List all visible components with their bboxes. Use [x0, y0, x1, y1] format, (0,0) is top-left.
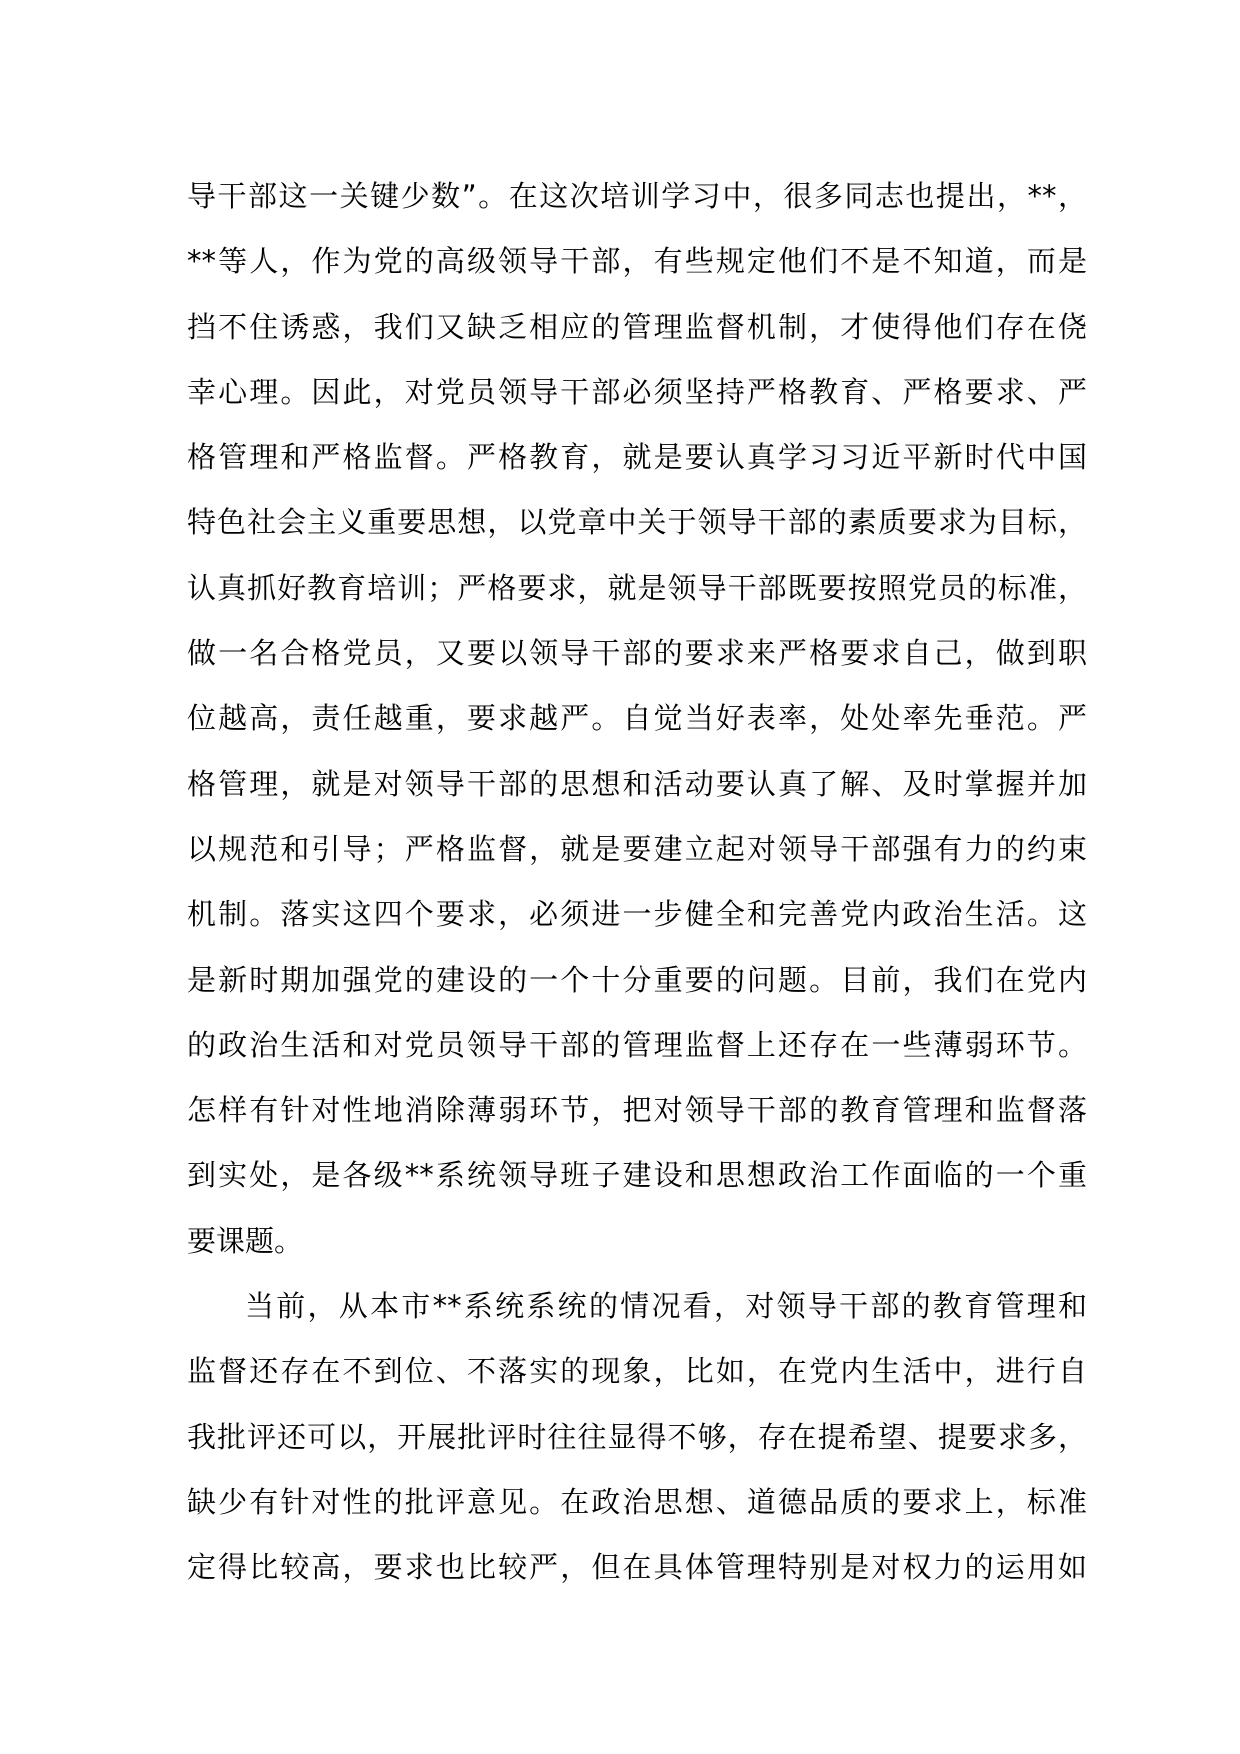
text-line: 以规范和引导；严格监督，就是要建立起对领导干部强有力的约束: [187, 831, 1087, 866]
text-line: 做一名合格党员，又要以领导干部的要求来严格要求自己，做到职: [187, 636, 1087, 671]
text-line: 位越高，责任越重，要求越严。自觉当好表率，处处率先垂范。严: [187, 701, 1087, 736]
text-line: 格管理，就是对领导干部的思想和活动要认真了解、及时掌握并加: [187, 766, 1087, 801]
body-text: [187, 164, 1087, 1601]
text-line: 格管理和严格监督。严格教育，就是要认真学习习近平新时代中国: [187, 440, 1087, 475]
text-line: **等人，作为党的高级领导干部，有些规定他们不是不知道，而是: [187, 244, 1087, 279]
text-line: 到实处，是各级**系统领导班子建设和思想政治工作面临的一个重: [187, 1158, 1087, 1193]
text-line: 我批评还可以，开展批评时往往显得不够，存在提希望、提要求多，: [187, 1419, 1087, 1454]
text-line: 怎样有针对性地消除薄弱环节，把对领导干部的教育管理和监督落: [187, 1093, 1087, 1128]
text-line: 的政治生活和对党员领导干部的管理监督上还存在一些薄弱环节。: [187, 1027, 1087, 1062]
text-line: 认真抓好教育培训；严格要求，就是领导干部既要按照党员的标准，: [187, 570, 1087, 605]
text-line: 缺少有针对性的批评意见。在政治思想、道德品质的要求上，标准: [187, 1484, 1087, 1519]
text-line: 导干部这一关键少数”。在这次培训学习中，很多同志也提出，**，: [187, 179, 1087, 213]
text-line: 机制。落实这四个要求，必须进一步健全和完善党内政治生活。这: [187, 897, 1087, 932]
text-line: 幸心理。因此，对党员领导干部必须坚持严格教育、严格要求、严: [187, 374, 1087, 409]
paragraph-1: [187, 164, 1087, 1274]
text-line: 当前，从本市**系统系统的情况看，对领导干部的教育管理和: [245, 1289, 1087, 1324]
text-line: 定得比较高，要求也比较严，但在具体管理特别是对权力的运用如: [187, 1550, 1087, 1585]
text-line: 要课题。: [187, 1223, 304, 1258]
paragraph-2: [187, 1274, 1087, 1600]
text-line: 是新时期加强党的建设的一个十分重要的问题。目前，我们在党内: [187, 962, 1087, 997]
text-line: 监督还存在不到位、不落实的现象，比如，在党内生活中，进行自: [187, 1354, 1087, 1389]
text-line: 挡不住诱惑，我们又缺乏相应的管理监督机制，才使得他们存在侥: [187, 309, 1087, 344]
text-line: 特色社会主义重要思想，以党章中关于领导干部的素质要求为目标，: [187, 505, 1087, 540]
